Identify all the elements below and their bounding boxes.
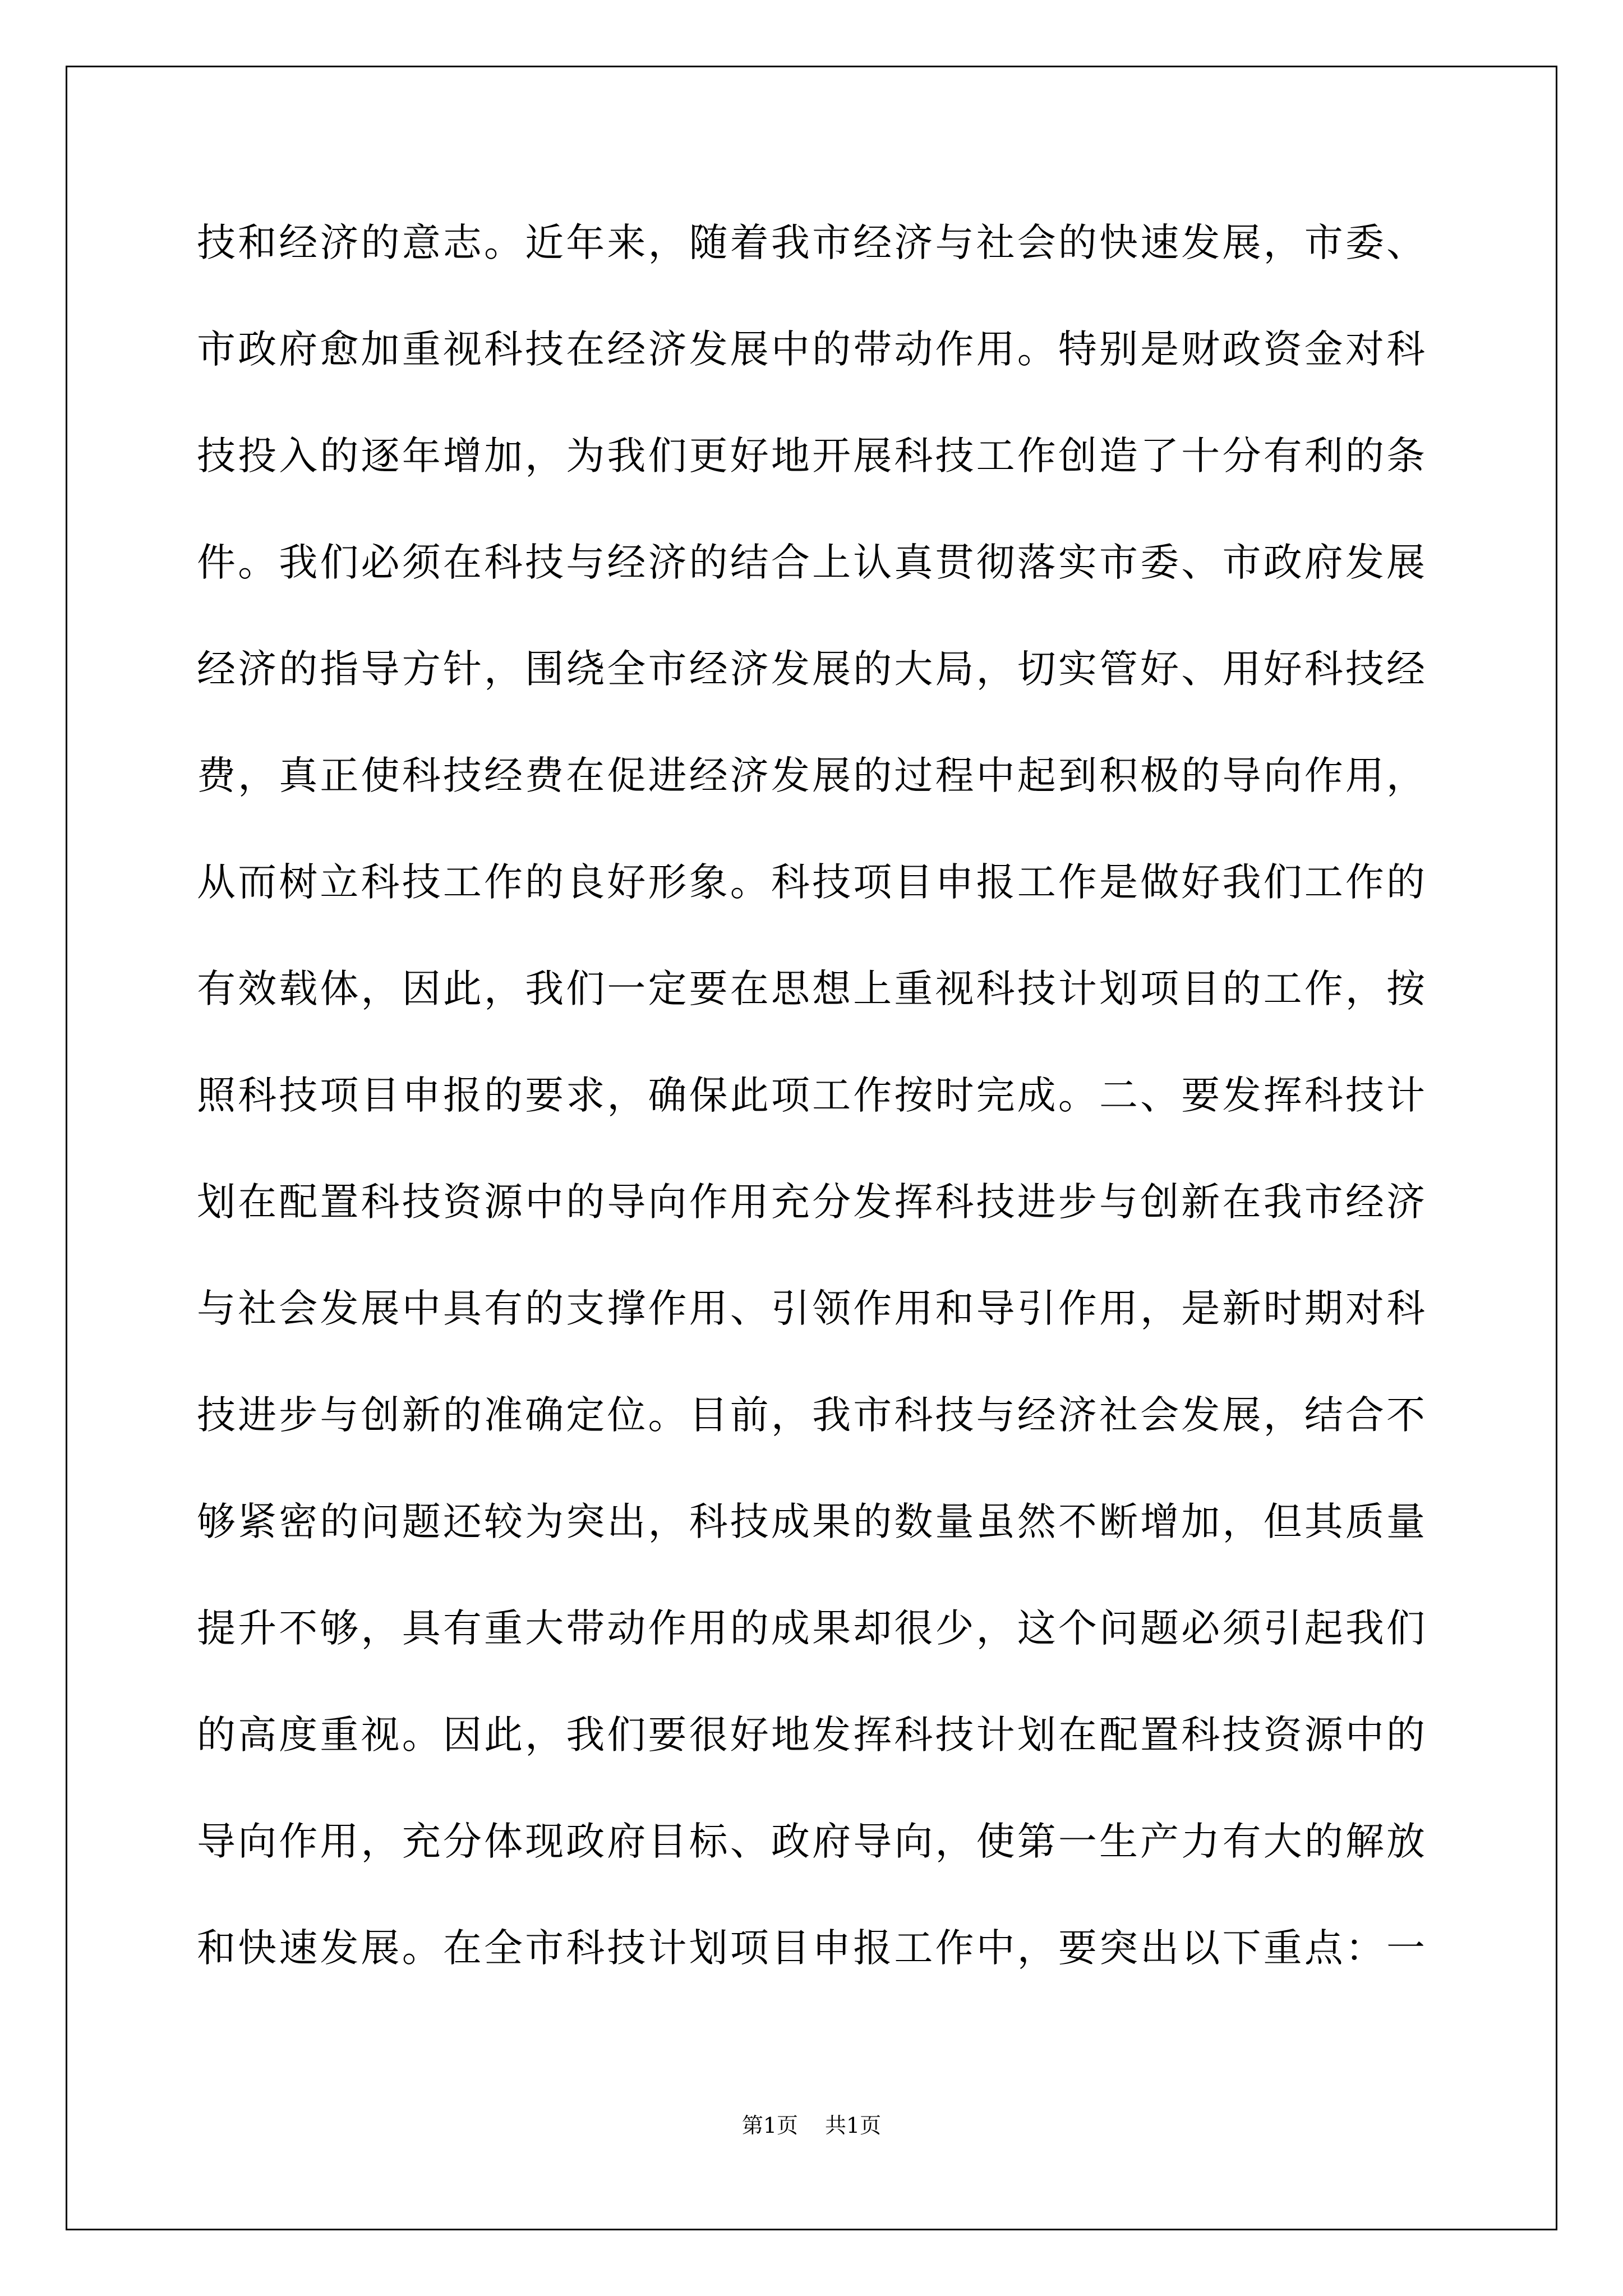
- page-total: 共1页: [825, 2113, 882, 2138]
- text-line: 件。我们必须在科技与经济的结合上认真贯彻落实市委、市政府发展: [197, 540, 1425, 585]
- text-line: 和快速发展。在全市科技计划项目申报工作中，要突出以下重点：一: [197, 1926, 1425, 1971]
- document-body: [197, 216, 1425, 2028]
- text-line: 经济的指导方针，围绕全市经济发展的大局，切实管好、用好科技经: [197, 647, 1425, 692]
- page-footer: [0, 2108, 1623, 2139]
- text-line: 有效载体，因此，我们一定要在思想上重视科技计划项目的工作，按: [197, 967, 1425, 1011]
- text-line: 费，真正使科技经费在促进经济发展的过程中起到积极的导向作用，: [197, 753, 1425, 798]
- text-line: 技进步与创新的准确定位。目前，我市科技与经济社会发展，结合不: [197, 1393, 1425, 1438]
- text-line: 市政府愈加重视科技在经济发展中的带动作用。特别是财政资金对科: [197, 327, 1425, 372]
- text-line: 导向作用，充分体现政府目标、政府导向，使第一生产力有大的解放: [197, 1819, 1425, 1864]
- text-line: 技投入的逐年增加，为我们更好地开展科技工作创造了十分有利的条: [197, 434, 1425, 478]
- text-line: 提升不够，具有重大带动作用的成果却很少，这个问题必须引起我们: [197, 1606, 1425, 1651]
- text-line: 划在配置科技资源中的导向作用充分发挥科技进步与创新在我市经济: [197, 1180, 1425, 1225]
- text-line: 照科技项目申报的要求，确保此项工作按时完成。二、要发挥科技计: [197, 1073, 1425, 1118]
- text-line: 够紧密的问题还较为突出，科技成果的数量虽然不断增加，但其质量: [197, 1499, 1425, 1544]
- text-line: 的高度重视。因此，我们要很好地发挥科技计划在配置科技资源中的: [197, 1713, 1425, 1757]
- text-line: 技和经济的意志。近年来，随着我市经济与社会的快速发展，市委、: [197, 220, 1425, 265]
- page-number: 第1页: [741, 2113, 798, 2138]
- text-line: 与社会发展中具有的支撑作用、引领作用和导引作用，是新时期对科: [197, 1286, 1425, 1331]
- text-line: 从而树立科技工作的良好形象。科技项目申报工作是做好我们工作的: [197, 860, 1425, 905]
